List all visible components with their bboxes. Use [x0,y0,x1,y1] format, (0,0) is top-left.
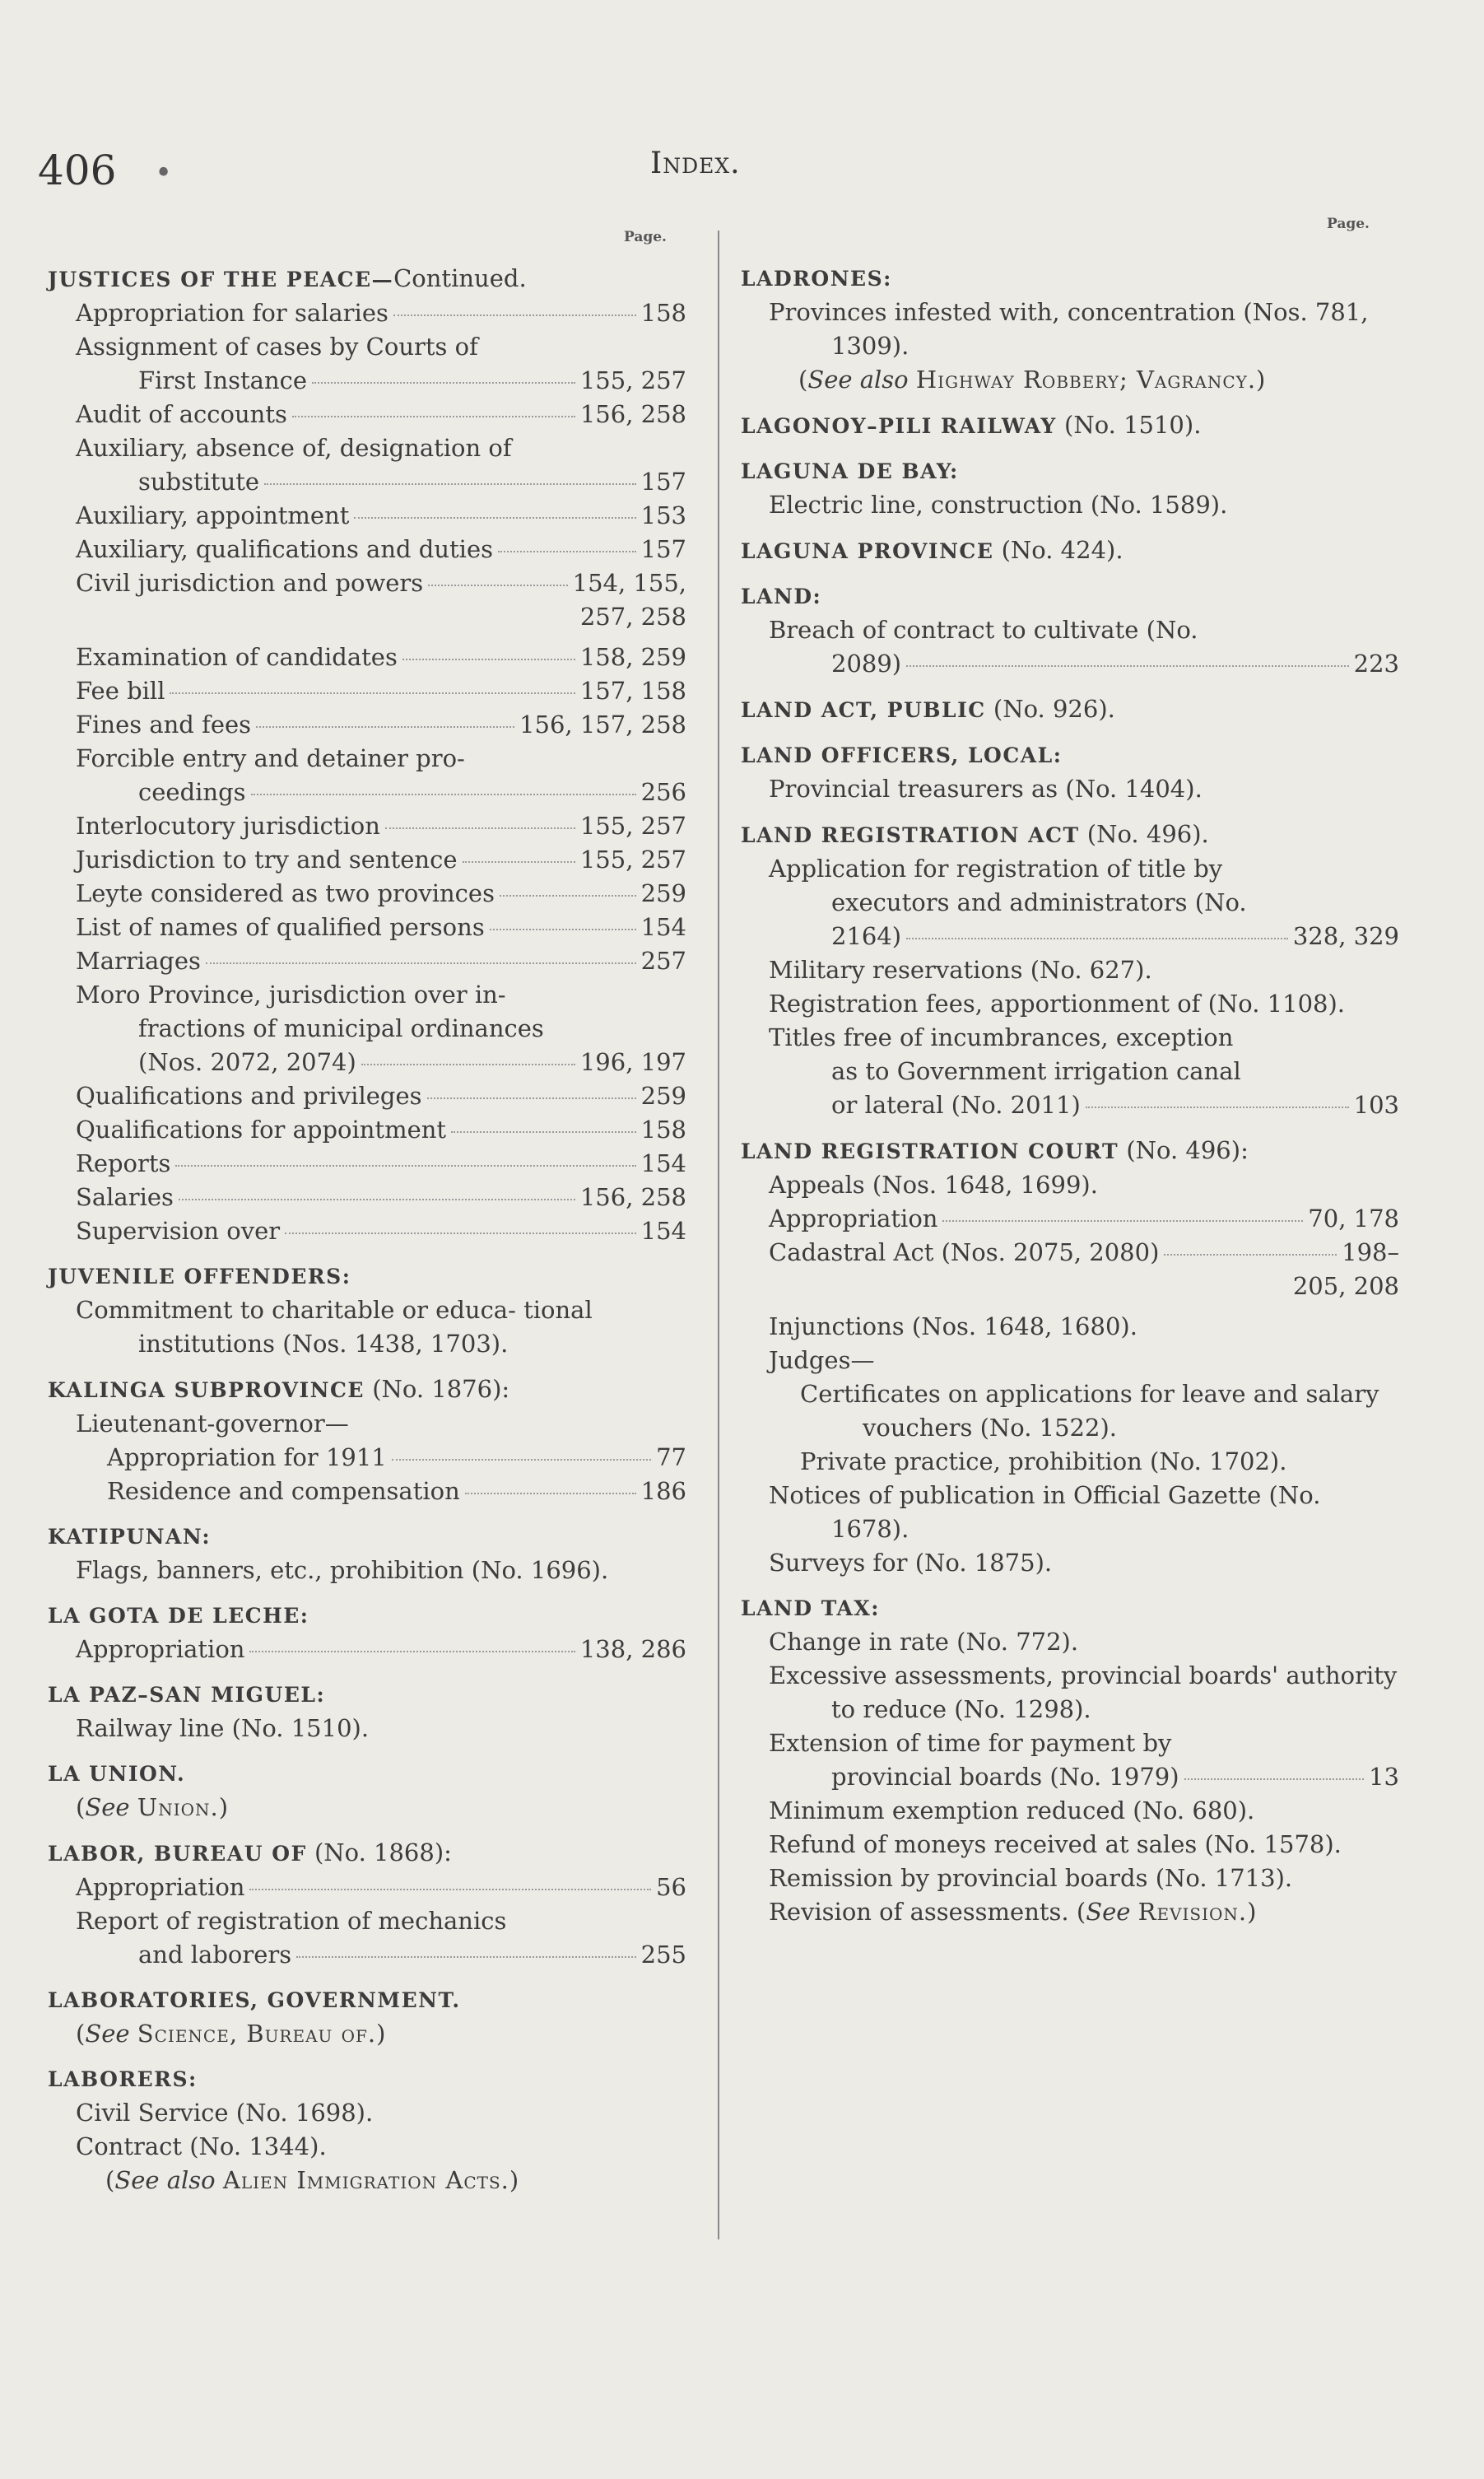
see-open: ( [76,2020,86,2048]
index-subentry [48,398,686,431]
index-subentry [741,852,1399,953]
leader-dots [500,895,636,897]
index-entry-land-registration-act [741,818,1399,1122]
leader-dots [361,1064,575,1065]
page-ref: 154, 155, [572,569,686,597]
entry-heading: LA GOTA DE LECHE: [48,1604,309,1628]
leader-dots [385,827,575,829]
subentry-text: provincial boards (No. 1979) [831,1763,1179,1791]
see-target: Union.) [137,1793,230,1821]
leader-dots [285,1233,635,1234]
index-subentry [48,330,686,398]
see-open: ( [798,366,808,394]
subentry-text: Report of registration of mechanics [76,1907,507,1935]
subentry-text: First Instance [138,366,308,394]
index-subentry [741,1236,1399,1303]
entry-heading: LAGUNA PROVINCE [741,539,994,563]
page-ref: 156, 258 [579,400,686,428]
subentry-text: executors and administrators (No. [831,888,1247,916]
index-entry-laborers [48,2062,686,2197]
index-subentry: Certificates on applications for leave and salary vouchers (No. 1522). [800,1380,1379,1442]
heading-suffix: (No. 496): [1126,1136,1249,1164]
subentry-text: Audit of accounts [76,400,287,428]
index-entry-land-officers [741,739,1399,806]
see-target: Revision.) [1137,1898,1258,1926]
page-ref: 154 [640,1149,686,1177]
index-subentry [48,296,686,330]
index-subentry [48,1079,686,1113]
entry-heading: LADRONES: [741,267,892,291]
index-subentry: Notices of publication in Official Gazette (No. 1678). [769,1481,1321,1543]
index-subentry [48,843,686,877]
index-subentry: Refund of moneys received at sales (No. 1578). [769,1830,1342,1858]
heading-suffix: (No. 1876): [372,1375,510,1403]
page-ref: 154 [640,1217,686,1245]
subentry-text: Marriages [76,947,201,975]
subentry-text: Appropriation for salaries [76,299,388,327]
page-ref: 153 [640,501,686,529]
heading-suffix: (No. 926). [993,695,1115,723]
page-ref: 198– [1342,1238,1399,1266]
see-target: Science, Bureau of.) [137,2020,387,2048]
leader-dots [312,382,575,384]
see-word: See [1086,1898,1131,1926]
index-entry-kalinga [48,1372,686,1508]
index-subentry [741,1021,1399,1122]
index-subentry: Minimum exemption reduced (No. 680). [769,1796,1255,1824]
entry-heading: JUSTICES OF THE PEACE— [48,268,394,291]
leader-dots [1086,1107,1349,1108]
see-reference [741,363,1399,397]
index-subentry: Private practice, prohibition (No. 1702). [800,1447,1287,1475]
index-subentry [48,1181,686,1214]
see-open: ( [105,2166,115,2194]
index-subentry: Remission by provincial boards (No. 1713). [769,1864,1293,1892]
subentry-text: 2089) [831,650,902,678]
index-subentry [48,431,686,499]
see-target: Highway Robbery; Vagrancy.) [915,366,1267,394]
index-subentry: Registration fees, apportionment of (No. 1108). [769,990,1346,1018]
index-subentry [48,1871,686,1904]
page-ref: 157 [640,468,686,496]
see-word: See [85,2020,130,2048]
index-entry-justices [48,262,686,1248]
see-word: See [85,1793,130,1821]
subentry-text: and laborers [138,1941,292,1969]
page-ref: 257 [640,947,686,975]
page-ref: 157, 158 [579,677,686,705]
index-subentry [48,533,686,566]
entry-heading: LABORERS: [48,2067,198,2091]
subentry-text: Interlocutory jurisdiction [76,812,380,840]
subentry-text: Auxiliary, absence of, designation of [76,434,512,462]
see-open: ( [76,1793,86,1821]
left-column-header: Page. [624,229,667,245]
index-subentry [48,1441,686,1475]
entry-heading: KATIPUNAN: [48,1525,212,1549]
subentry-text: Appropriation [769,1205,938,1233]
entry-heading: LAND OFFICERS, LOCAL: [741,743,1063,767]
see-word: See also [114,2166,216,2194]
index-subentry [741,1726,1399,1794]
page-ref: 70, 178 [1308,1205,1399,1233]
index-subentry: Judges— [769,1346,875,1374]
page-ref: 77 [656,1443,686,1471]
see-reference [48,2164,686,2197]
subentry-text: Auxiliary, appointment [76,501,350,529]
index-subentry [48,1475,686,1508]
see-target: Alien Immigration Acts.) [222,2166,520,2194]
entry-heading: LAND ACT, PUBLIC [741,698,986,722]
index-subentry: Lieutenant-governor— [76,1410,349,1438]
page-mark: • [155,156,173,190]
entry-heading: LABOR, BUREAU OF [48,1842,307,1866]
page-ref-continued: 257, 258 [579,603,686,631]
index-entry-laguna-bay [741,454,1399,522]
index-subentry [48,1214,686,1248]
index-subentry: Military reservations (No. 627). [769,956,1152,984]
leader-dots [392,1459,651,1461]
subentry-text: 2164) [831,922,902,950]
index-subentry: Surveys for (No. 1875). [769,1549,1053,1577]
subentry-text: ceedings [138,778,246,806]
leader-dots [292,416,575,417]
index-entry-gota [48,1599,686,1666]
leader-dots [179,1199,575,1200]
leader-dots [427,1097,636,1099]
subentry-text: as to Government irrigation canal [831,1057,1241,1085]
index-subentry: Appeals (Nos. 1648, 1699). [769,1171,1098,1199]
page-ref: 13 [1369,1763,1399,1791]
index-entry-lapaz [48,1678,686,1745]
page-ref: 186 [640,1477,686,1505]
page-ref-continued: 205, 208 [1292,1272,1399,1300]
index-subentry [48,499,686,533]
index-entry-juvenile [48,1260,686,1361]
entry-heading: LAGONOY–PILI RAILWAY [741,414,1057,438]
subentry-text: Application for registration of title by [769,855,1223,883]
subentry-text: (Nos. 2072, 2074) [138,1048,356,1076]
index-entry-land [741,580,1399,681]
column-divider [718,231,719,2239]
index-subentry: Provinces infested with, concentration (Nos. 781, 1309). [769,298,1369,360]
page-ref: 259 [640,879,686,907]
page-ref: 158 [640,299,686,327]
leader-dots [251,794,636,795]
page-ref: 256 [640,778,686,806]
right-column-header: Page. [1327,216,1370,232]
index-subentry [48,978,686,1079]
index-entry-laboratories [48,1983,686,2051]
page-ref: 255 [640,1941,686,1969]
index-subentry [48,1147,686,1181]
subentry-text: Fee bill [76,677,165,705]
see-open: ( [1076,1898,1086,1926]
entry-heading: LAND REGISTRATION COURT [741,1139,1119,1163]
subentry-text: Assignment of cases by Courts of [76,333,478,361]
subentry-text: Leyte considered as two provinces [76,879,495,907]
subentry-text: Forcible entry and detainer pro- [76,744,465,772]
index-subentry [48,1904,686,1972]
subentry-text: Appropriation [76,1635,245,1663]
leader-dots [393,315,636,316]
leader-dots [1164,1254,1337,1256]
index-entry-land-registration-court [741,1134,1399,1580]
subentry-text: Auxiliary, qualifications and duties [76,535,494,563]
leader-dots [175,1165,635,1167]
index-subentry: Excessive assessments, provincial boards' authority to reduce (No. 1298). [769,1661,1398,1723]
leader-dots [463,861,575,863]
page-ref: 259 [640,1082,686,1110]
leader-dots [402,659,575,660]
leader-dots [249,1889,651,1890]
entry-heading: LAND TAX: [741,1596,880,1620]
leader-dots [906,665,1349,667]
index-subentry [48,877,686,911]
page-ref: 196, 197 [579,1048,686,1076]
index-subentry [48,708,686,742]
page-ref: 328, 329 [1292,922,1399,950]
leader-dots [490,929,636,930]
leader-dots [256,726,514,728]
subentry-text: substitute [138,468,260,496]
heading-suffix: (No. 1510). [1064,411,1202,439]
index-subentry: Railway line (No. 1510). [76,1714,370,1742]
see-reference [48,2017,686,2051]
subentry-text: fractions of municipal ordinances [138,1014,544,1042]
entry-heading: LAGUNA DE BAY: [741,459,959,483]
index-entry-launion [48,1757,686,1824]
index-subentry [741,1202,1399,1236]
leader-dots [906,938,1288,939]
subentry-text: or lateral (No. 2011) [831,1091,1081,1119]
leader-dots [206,962,636,964]
subentry-text: Appropriation [76,1873,245,1901]
subentry-text: Qualifications and privileges [76,1082,422,1110]
page-ref: 103 [1353,1091,1399,1119]
index-entry-labor [48,1836,686,1972]
index-entry-land-tax [741,1591,1399,1929]
see-reference [48,1791,686,1824]
index-subentry [48,566,686,634]
leader-dots [942,1220,1303,1222]
index-subentry [48,674,686,708]
page-ref: 158 [640,1116,686,1144]
leader-dots [428,585,567,586]
left-column [48,262,686,2197]
page-title: Index. [650,147,741,180]
index-subentry [48,641,686,674]
entry-heading: LAND REGISTRATION ACT [741,823,1080,847]
leader-dots [1184,1778,1365,1780]
leader-dots [170,692,575,694]
entry-heading: LA PAZ–SAN MIGUEL: [48,1683,326,1707]
page-ref: 155, 257 [579,846,686,874]
page-ref: 223 [1353,650,1399,678]
page-ref: 155, 257 [579,812,686,840]
right-column [741,262,1399,1929]
subentry-text: Extension of time for payment by [769,1729,1172,1757]
index-subentry: Injunctions (Nos. 1648, 1680). [769,1312,1137,1340]
index-subentry: Flags, banners, etc., prohibition (No. 1696). [76,1556,609,1584]
subentry-text: Titles free of incumbrances, exception [769,1023,1234,1051]
index-entry-ladrones [741,262,1399,397]
index-subentry: Commitment to charitable or educa- tional institutions (Nos. 1438, 1703). [76,1296,593,1358]
page-ref: 156, 157, 258 [519,711,686,739]
entry-heading: LA UNION. [48,1762,186,1786]
page-ref: 56 [656,1873,686,1901]
leader-dots [296,1956,636,1958]
index-subentry [741,1895,1399,1929]
page-ref: 155, 257 [579,366,686,394]
leader-dots [249,1651,575,1652]
subentry-text: Civil jurisdiction and powers [76,569,424,597]
index-subentry: Change in rate (No. 772). [769,1628,1079,1656]
page-ref: 138, 286 [579,1635,686,1663]
index-subentry: Contract (No. 1344). [76,2132,327,2160]
entry-heading: LABORATORIES, GOVERNMENT. [48,1988,461,2012]
index-subentry [48,1633,686,1666]
leader-dots [465,1493,636,1494]
index-subentry: Provincial treasurers as (No. 1404). [769,775,1203,803]
subentry-text: Residence and compensation [107,1477,460,1505]
index-subentry [48,742,686,809]
subentry-text: Examination of candidates [76,643,398,671]
subentry-text: Cadastral Act (Nos. 2075, 2080) [769,1238,1160,1266]
leader-dots [354,517,635,519]
subentry-text: Qualifications for appointment [76,1116,447,1144]
page-ref: 157 [640,535,686,563]
subentry-text: Salaries [76,1183,174,1211]
subentry-text: Appropriation for 1911 [107,1443,387,1471]
index-subentry: Civil Service (No. 1698). [76,2099,374,2127]
leader-dots [264,483,636,485]
entry-heading: JUVENILE OFFENDERS: [48,1265,351,1288]
index-entry-laguna-province [741,534,1399,568]
entry-heading: KALINGA SUBPROVINCE [48,1378,365,1402]
page-ref: 158, 259 [579,643,686,671]
subentry-text: Supervision over [76,1217,281,1245]
page-ref: 154 [640,913,686,941]
subentry-text: Breach of contract to cultivate (No. [769,616,1198,644]
leader-dots [451,1131,636,1133]
index-entry-lagonoy [741,408,1399,443]
subentry-text: Jurisdiction to try and sentence [76,846,458,874]
index-subentry [48,1113,686,1147]
heading-suffix: Continued. [393,264,527,292]
heading-suffix: (No. 424). [1001,536,1123,564]
page-number: 406 [38,147,117,194]
index-subentry: Electric line, construction (No. 1589). [769,491,1228,519]
entry-heading: LAND: [741,585,822,608]
index-entry-land-act [741,692,1399,727]
index-subentry [741,613,1399,681]
page-ref: 156, 258 [579,1183,686,1211]
subentry-text: Fines and fees [76,711,252,739]
subentry-text: Revision of assessments. [769,1898,1069,1926]
subentry-text: Moro Province, jurisdiction over in- [76,981,506,1009]
heading-suffix: (No. 1868): [314,1838,452,1866]
subentry-text: List of names of qualified persons [76,913,485,941]
leader-dots [498,551,636,552]
index-entry-katipunan [48,1520,686,1587]
heading-suffix: (No. 496). [1086,820,1209,848]
index-subentry [48,911,686,944]
subentry-text: Reports [76,1149,171,1177]
see-word: See also [807,366,909,394]
index-subentry [48,809,686,843]
index-subentry [48,944,686,978]
